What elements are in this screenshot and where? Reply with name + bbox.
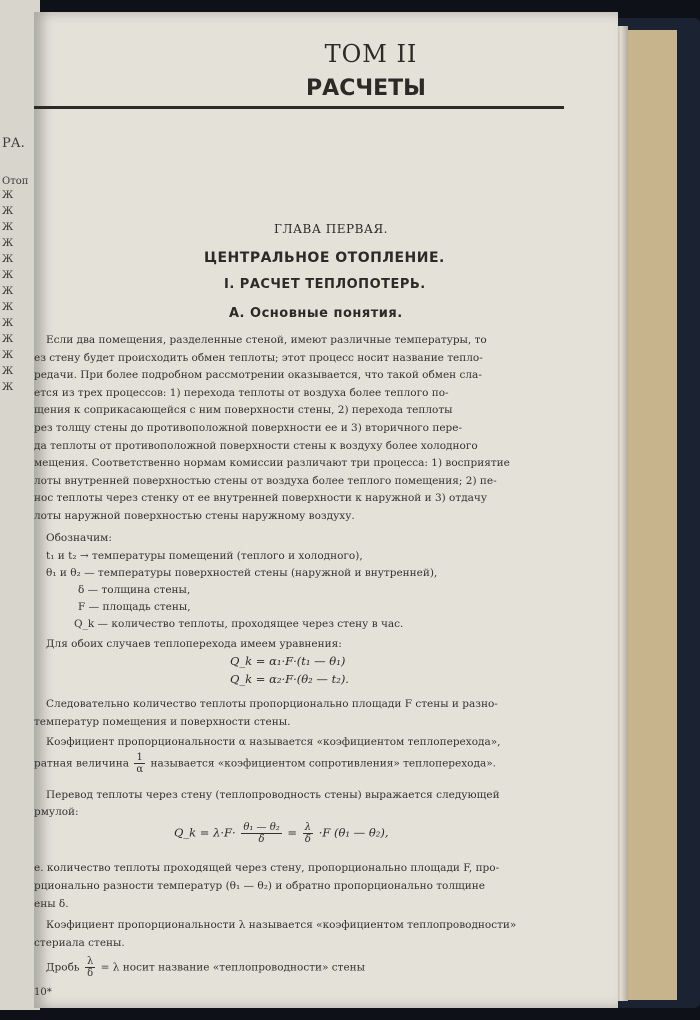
formula-fragment: Q_k = λ·F· — [174, 825, 236, 840]
section-title: РАСЧЕТЫ — [306, 76, 426, 101]
notation-intro: Обозначим: — [46, 532, 112, 544]
text-line: ены δ. — [34, 898, 69, 910]
text-line: да теплоты от противоположной поверхности стены к воздуху более холодного — [34, 440, 478, 452]
formula-fragment: ·F (θ₁ — θ₂), — [318, 825, 389, 840]
equations-intro: Для обоих случаев теплоперехода имеем уравнения: — [46, 638, 342, 650]
notation-line: θ₁ и θ₂ — температуры поверхностей стены (наружной и внутренней), — [46, 567, 438, 579]
text-fragment: ратная величина — [34, 757, 130, 770]
book-page — [34, 12, 618, 1008]
left-page-fragment: Ж — [2, 350, 14, 361]
left-page-fragment: Ж — [2, 254, 14, 265]
text-line: Перевод теплоты через стену (теплопроводность стены) выражается следующей — [46, 789, 500, 801]
text-fragment: называется «коэфициентом сопротивления» теплоперехода». — [150, 757, 496, 770]
text-line: Коэфициент пропорциональности λ называется «коэфициентом теплопроводности» — [46, 919, 517, 931]
text-line: рмулой: — [34, 806, 79, 818]
text-line: мещения. Соответственно нормам комиссии различают три процесса: 1) восприятие — [34, 457, 510, 469]
text-line: рционально разности температур (θ₁ — θ₂) и обратно пропорционально толщине — [34, 880, 486, 892]
text-line: редачи. При более подробном рассмотрении оказывается, что такой обмен сла- — [34, 369, 482, 381]
left-page-fragment: Ж — [2, 382, 14, 393]
left-page-fragment: Ж — [2, 366, 14, 377]
text-line: рез толщу стены до противоположной поверхности ее и 3) вторичного пере- — [34, 422, 463, 434]
title-rule — [34, 106, 564, 109]
left-page-fragment: Ж — [2, 302, 14, 313]
subsection-title: I. РАСЧЕТ ТЕПЛОПОТЕРЬ. — [224, 277, 426, 292]
left-page-fragment: Ж — [2, 206, 14, 217]
notation-line: F — площадь стены, — [78, 601, 191, 613]
chapter-title: ЦЕНТРАЛЬНОЕ ОТОПЛЕНИЕ. — [204, 250, 445, 266]
text-line: лоты наружной поверхностью стены наружному воздуху. — [34, 510, 355, 522]
left-page-fragment: Ж — [2, 270, 14, 281]
fraction-denominator: δ — [304, 834, 311, 845]
fraction — [241, 822, 281, 845]
fraction-numerator: λ — [86, 956, 94, 967]
equation-2: Q_k = α₂·F·(θ₂ — t₂). — [230, 672, 349, 686]
text-line: ез стену будет происходить обмен теплоты; этот процесс носит название тепло- — [34, 352, 483, 364]
text-line: нос теплоты через стенку от ее внутренней поверхности к наружной и 3) отдачу — [34, 492, 488, 504]
fraction-denominator: δ — [258, 834, 265, 845]
text-line: щения к соприкасающейся с ним поверхности стены, 2) перехода теплоты — [34, 404, 453, 416]
fraction-denominator: α — [136, 764, 144, 775]
text-line: стериала стены. — [34, 937, 125, 949]
notation-line: Q_k — количество теплоты, проходящее через стену в час. — [74, 618, 404, 630]
text-line: Коэфициент пропорциональности α называется «коэфициентом теплоперехода», — [46, 736, 501, 748]
volume-title: ТОМ II — [324, 40, 418, 68]
subsubsection-title: А. Основные понятия. — [229, 306, 403, 321]
left-page-fragment: Ж — [2, 334, 14, 345]
text-fragment: Дробь — [46, 961, 80, 974]
fraction-numerator: 1 — [134, 752, 145, 764]
main-formula — [174, 822, 389, 845]
notation-line: δ — толщина стены, — [78, 584, 191, 596]
text-line: лоты внутренней поверхностью стены от воздуха более теплого помещения; 2) пе- — [34, 475, 497, 487]
equation-1: Q_k = α₁·F·(t₁ — θ₁) — [230, 654, 346, 668]
text-line: Если два помещения, разделенные стеной, имеют различные температуры, то — [46, 334, 487, 346]
left-page-fragment: Ж — [2, 238, 14, 249]
fraction — [85, 956, 95, 979]
formula-fragment: = — [287, 825, 298, 840]
left-page-fragment: Ж — [2, 318, 14, 329]
fraction-numerator: θ₁ — θ₂ — [243, 822, 280, 833]
chapter-label: ГЛАВА ПЕРВАЯ. — [274, 222, 388, 236]
text-line: е. количество теплоты проходящей через стену, пропорционально площади F, про- — [34, 862, 500, 874]
text-line: Следовательно количество теплоты пропорционально площади F стены и разно- — [46, 698, 498, 710]
page-marker: 10* — [34, 987, 52, 998]
text-line — [34, 752, 496, 775]
left-page-fragment: Отоп — [2, 176, 29, 187]
text-line: температур помещения и поверхности стены. — [34, 716, 291, 728]
fraction — [134, 752, 145, 775]
left-page-fragment: Ж — [2, 190, 14, 201]
text-fragment: = λ носит название «теплопроводности» стены — [100, 961, 366, 974]
fraction — [303, 822, 313, 845]
left-page-fragment: Ж — [2, 222, 14, 233]
notation-line: t₁ и t₂ → температуры помещений (теплого и холодного), — [46, 550, 363, 562]
fraction-numerator: λ — [304, 822, 312, 833]
text-line: ется из трех процессов: 1) перехода теплоты от воздуха более теплого по- — [34, 387, 449, 399]
left-page-fragment: Ж — [2, 286, 14, 297]
paragraph-7 — [46, 956, 365, 979]
left-page-fragment: РА. — [2, 136, 25, 151]
fraction-denominator: δ — [87, 968, 94, 979]
cover-edge — [622, 30, 677, 1000]
